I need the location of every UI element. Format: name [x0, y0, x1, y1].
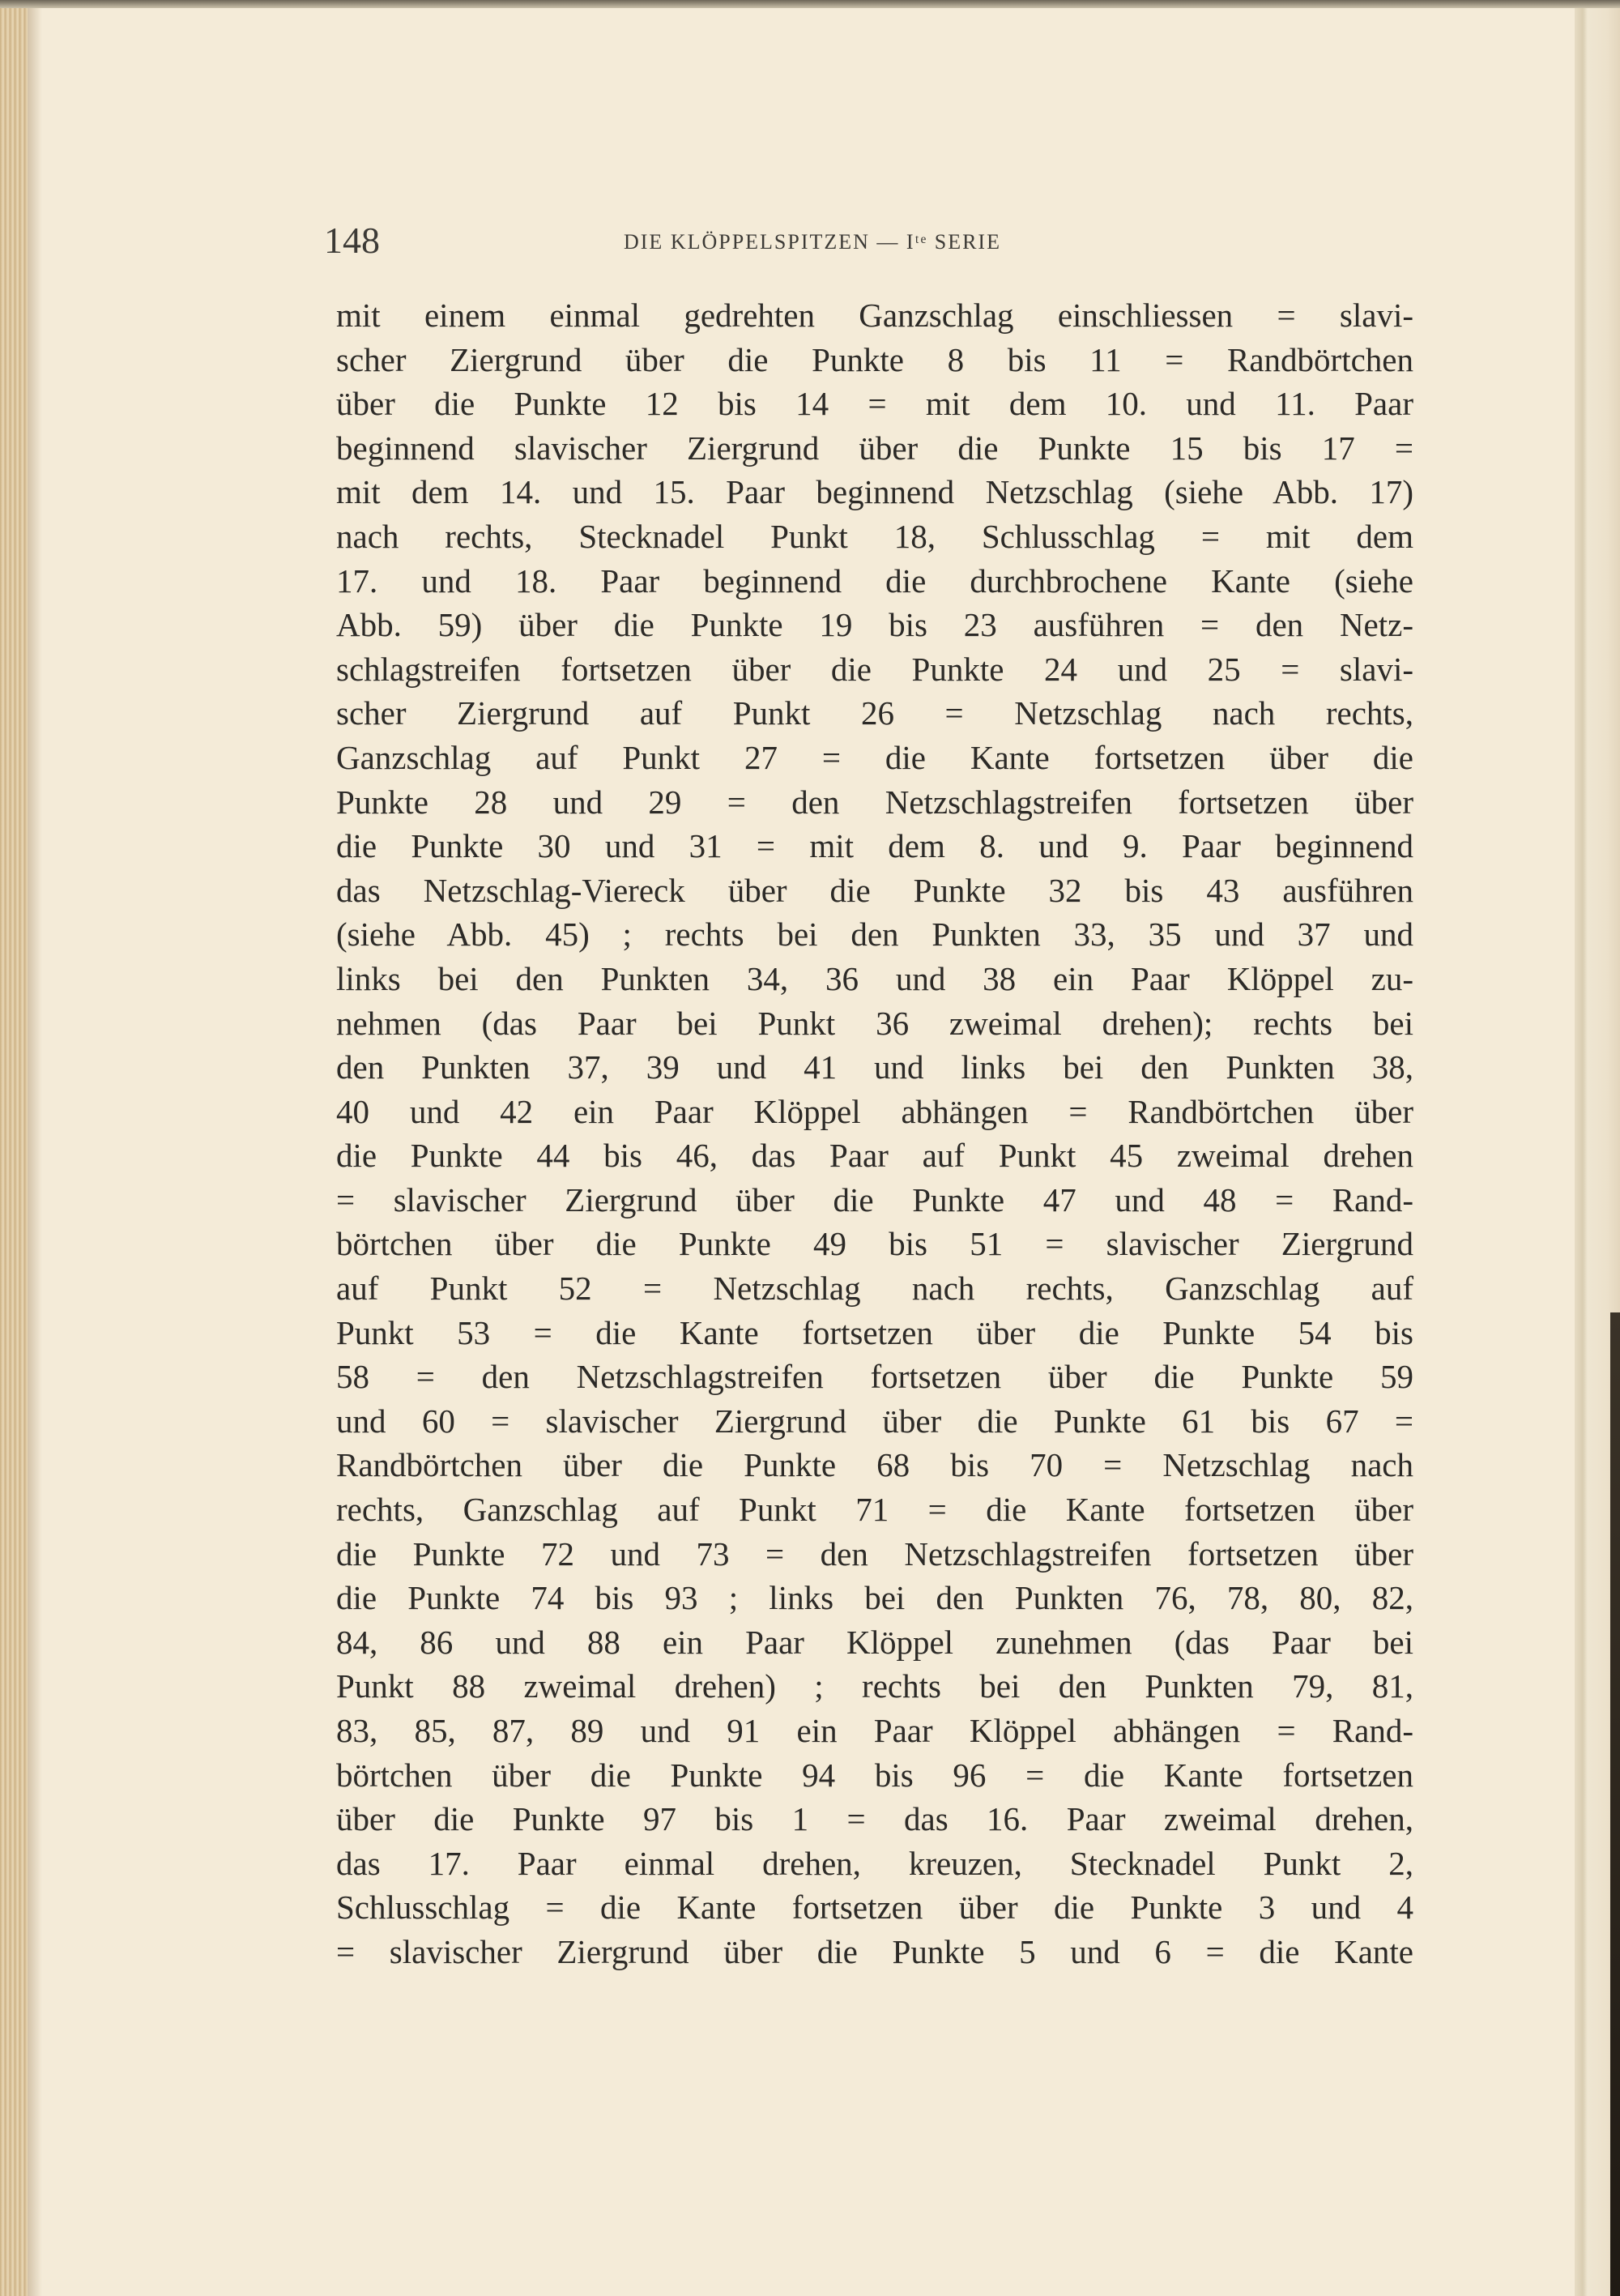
text-line: den Punkten 37, 39 und 41 und links bei den Punkten 38,: [336, 1048, 1413, 1086]
text-line: scher Ziergrund auf Punkt 26 = Netzschlag nach rechts,: [336, 694, 1413, 732]
text-line: rechts, Ganzschlag auf Punkt 71 = die Kante fortsetzen über: [336, 1491, 1413, 1529]
text-line: Randbörtchen über die Punkte 68 bis 70 = Netzschlag nach: [336, 1446, 1413, 1484]
text-line: 17. und 18. Paar beginnend die durchbrochene Kante (siehe: [336, 561, 1413, 600]
text-line: mit einem einmal gedrehten Ganzschlag einschliessen = slavi-: [336, 297, 1413, 334]
text-line: die Punkte 30 und 31 = mit dem 8. und 9. Paar beginnend: [336, 827, 1413, 865]
text-line: 40 und 42 ein Paar Klöppel abhängen = Randbörtchen über: [336, 1092, 1413, 1130]
text-line: über die Punkte 97 bis 1 = das 16. Paar zweimal drehen,: [336, 1800, 1413, 1838]
text-line: 83, 85, 87, 89 und 91 ein Paar Klöppel abhängen = Rand-: [336, 1712, 1413, 1749]
gutter-shadow: [28, 8, 42, 2296]
text-line: schlagstreifen fortsetzen über die Punkte 24 und 25 = slavi-: [336, 650, 1413, 688]
text-line: das Netzschlag-Viereck über die Punkte 32 bis 43 ausführen: [336, 871, 1413, 909]
text-line: Punkt 53 = die Kante fortsetzen über die Punkte 54 bis: [336, 1313, 1413, 1351]
text-line: = slavischer Ziergrund über die Punkte 5 und 6 = die Kante: [336, 1932, 1413, 1970]
text-line: 58 = den Netzschlagstreifen fortsetzen über die Punkte 59: [336, 1358, 1413, 1396]
scan-top-border: [0, 0, 1620, 8]
text-line: Punkt 88 zweimal drehen) ; rechts bei den Punkten 79, 81,: [336, 1667, 1413, 1705]
text-line: nehmen (das Paar bei Punkt 36 zweimal drehen); rechts bei: [336, 1004, 1413, 1042]
page-number: 148: [324, 220, 380, 261]
text-line: nach rechts, Stecknadel Punkt 18, Schlusschlag = mit dem: [336, 517, 1413, 555]
text-line: = slavischer Ziergrund über die Punkte 47 und 48 = Rand-: [336, 1180, 1413, 1218]
text-line: Ganzschlag auf Punkt 27 = die Kante fortsetzen über die: [336, 738, 1413, 776]
text-line: börtchen über die Punkte 94 bis 96 = die Kante fortsetzen: [336, 1756, 1413, 1794]
text-line: die Punkte 72 und 73 = den Netzschlagstreifen fortsetzen über: [336, 1534, 1413, 1573]
text-line: Punkte 28 und 29 = den Netzschlagstreifen fortsetzen über: [336, 783, 1413, 821]
book-cover-edge: [1610, 1312, 1620, 2296]
text-line: scher Ziergrund über die Punkte 8 bis 11 = Randbörtchen: [336, 340, 1413, 378]
text-line: 84, 86 und 88 ein Paar Klöppel zunehmen (das Paar bei: [336, 1623, 1413, 1661]
text-line: links bei den Punkten 34, 36 und 38 ein Paar Klöppel zu-: [336, 959, 1413, 997]
running-head: DIE KLÖPPELSPITZEN — Iᵗᵉ SERIE: [624, 230, 1001, 254]
text-line: (siehe Abb. 45) ; rechts bei den Punkten 33, 35 und 37 und: [336, 915, 1413, 954]
page-header: [324, 219, 1434, 267]
text-line: börtchen über die Punkte 49 bis 51 = slavischer Ziergrund: [336, 1225, 1413, 1263]
text-line: Abb. 59) über die Punkte 19 bis 23 ausführen = den Netz-: [336, 606, 1413, 644]
text-line: beginnend slavischer Ziergrund über die Punkte 15 bis 17 =: [336, 429, 1413, 467]
text-line: mit dem 14. und 15. Paar beginnend Netzschlag (siehe Abb. 17): [336, 473, 1413, 511]
text-line: die Punkte 74 bis 93 ; links bei den Punkten 76, 78, 80, 82,: [336, 1579, 1413, 1617]
body-paragraph: [336, 293, 1413, 1974]
text-line: die Punkte 44 bis 46, das Paar auf Punkt 45 zweimal drehen: [336, 1137, 1413, 1175]
text-line: über die Punkte 12 bis 14 = mit dem 10. und 11. Paar: [336, 385, 1413, 423]
text-line: Schlusschlag = die Kante fortsetzen über die Punkte 3 und 4: [336, 1888, 1413, 1927]
text-line: das 17. Paar einmal drehen, kreuzen, Stecknadel Punkt 2,: [336, 1844, 1413, 1882]
text-line: auf Punkt 52 = Netzschlag nach rechts, Ganzschlag auf: [336, 1270, 1413, 1308]
text-line: und 60 = slavischer Ziergrund über die Punkte 61 bis 67 =: [336, 1402, 1413, 1440]
book-left-page-edges: [0, 8, 28, 2296]
